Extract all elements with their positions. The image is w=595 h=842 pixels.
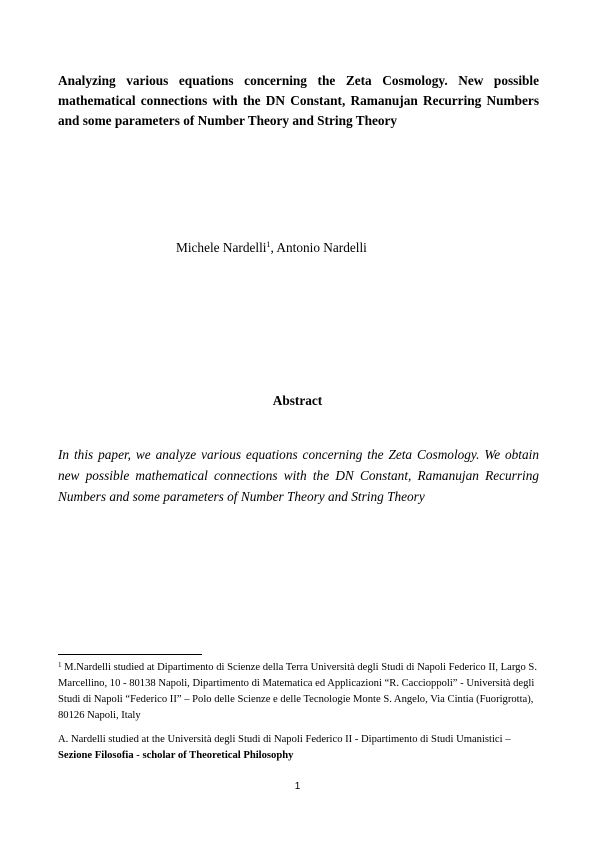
page-number: 1 [294,781,301,792]
footnote-marker: 1 [266,240,271,249]
abstract-heading: Abstract [272,393,323,408]
footnote-text: A. Nardelli studied at the Università degli Studi di Napoli Federico II - Dipartimento di Studi Umanistici – [58,734,511,745]
author-name: Michele Nardelli [176,240,267,255]
footnote-bold-text: Sezione Filosofia - scholar of Theoretical Philosophy [58,750,294,761]
footnote-marker: 1 [58,661,62,669]
footnote-text: M.Nardelli studied at Dipartimento di Scienze della Terra Università degli Studi di Napoli Federico II, Largo S. Marcellino, 10 - 80138 Napoli, Dipartimento di Matematica ed Applicazioni “R. Caccioppoli” - Università degli Studi di Napoli “Federico II” – Polo delle Scienze e delle Tecnologie Monte S. Angelo, Via Cintia (Fuorigrotta), 80126 Napoli, Italy [58,662,537,721]
paper-title: Analyzing various equations concerning the Zeta Cosmology. New possible mathematical connections with the DN Constant, Ramanujan Recurring Numbers and some parameters of Number Theory and String Theory [58,73,539,128]
author-line [176,240,367,256]
author-separator: , [270,240,277,255]
abstract-text: In this paper, we analyze various equations concerning the Zeta Cosmology. We obtain new possible mathematical connections with the DN Constant, Ramanujan Recurring Numbers and some parameters of Number Theory and String Theory [58,447,539,504]
footnote-2 [58,732,539,764]
author-name: Antonio Nardelli [276,240,367,255]
footnote-divider [58,654,202,655]
footnote-1 [58,660,539,724]
